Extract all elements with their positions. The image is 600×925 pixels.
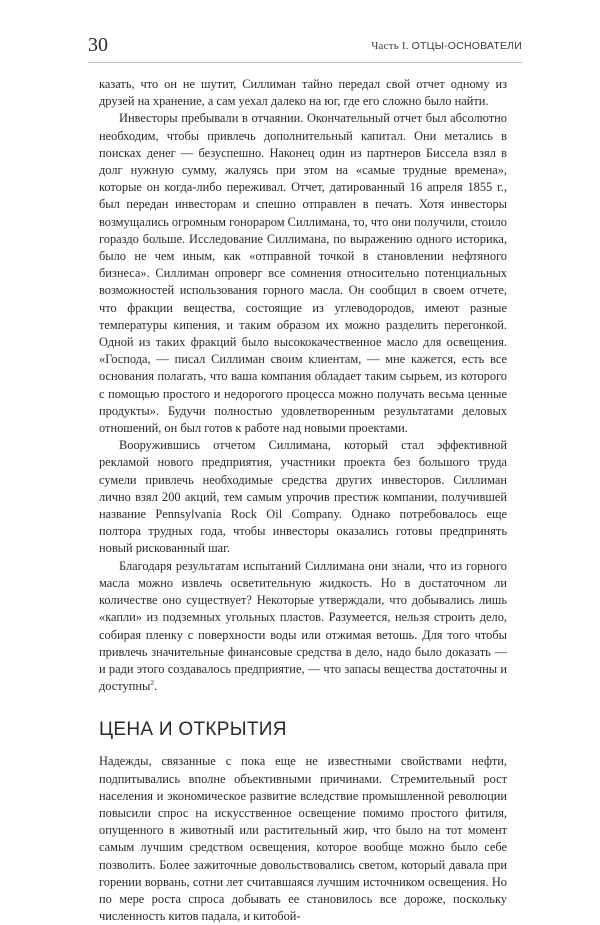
part-label: Часть I. xyxy=(371,40,409,52)
paragraph-5: Надежды, связанные с пока еще не известными свойствами нефти, подпитывались вполне объективными причинами. Стремительный рост населения и экономическое развитие вследствие промышленной революции повысили спрос на искусственное освещение помимо простого фитиля, опущенного в животный или растительный жир, что было на тот момент самым лучшим средством освещения, которое вообще можно было себе позволить. Более зажиточные довольствовались светом, который давала при горении ворвань, сотни лет считавшаяся лучшим источником освещения. Но по мере роста спроса добывать ее становилось все дороже, поскольку численность китов падала, и китобой- xyxy=(99,754,507,924)
paragraph-1: казать, что он не шутит, Силлиман тайно передал свой отчет одному из друзей на хранение, а сам уехал далеко на юг, где его сложно было найти. xyxy=(99,77,507,109)
page-number: 30 xyxy=(88,34,108,56)
footnote-marker: 2 xyxy=(150,677,155,687)
header-rule xyxy=(88,62,522,63)
part-title: ОТЦЫ-ОСНОВАТЕЛИ xyxy=(411,40,522,52)
paragraph-4 xyxy=(99,558,507,696)
paragraph-2: Инвесторы пребывали в отчаянии. Окончательный отчет был абсолютно необходим, чтобы привлечь дополнительный капитал. Они метались в поисках денег — безуспешно. Наконец один из партнеров Биссела взял в долг нужную сумму, жалуясь при этом на «самые трудные времена», которые он когда-либо переживал. Отчет, датированный 16 апреля 1855 г., был передан инвесторам и спешно отправлен в печать. Хотя инвесторы возмущались огромным гонораром Силлимана, то, что они получили, стоило гораздо больше. Исследование Силлимана, по выражению одного историка, было не чем иным, как «отправной точкой в становлении нефтяного бизнеса». Силлиман опроверг все сомнения относительно потенциальных возможностей использования горного масла. Он сообщил в своем отчете, что фракции вещества, состоящие из углеводородов, имеют разные температуры кипения, и таким образом их можно разделить перегонкой. Одной из таких фракций было высококачественное масло для освещения. «Господа, — писал Силлиман своим клиентам, — мне кажется, есть все основания полагать, что ваша компания обладает таким сырьем, из которого с помощью простого и недорогого процесса можно получать весьма ценные продукты». Будучи полностью удовлетворенным результатами деловых отношений, он был готов к работе над новыми проектами. xyxy=(99,111,507,436)
running-head xyxy=(371,40,522,52)
paragraph-4-end: . xyxy=(154,679,158,694)
page-header xyxy=(88,34,522,58)
paragraph-3: Вооружившись отчетом Силлимана, который стал эффективной рекламой нового предприятия, участники проекта без большого труда сумели привлечь необходимые средства других инвесторов. Силлиман лично взял 200 акций, тем самым упрочив престиж компании, получившей название Pennsylvania Rock Oil Company. Однако потребовалось еще полтора трудных года, чтобы инвесторы оказались готовы предпринять новый рискованный шаг. xyxy=(99,438,507,556)
page-body xyxy=(99,76,507,925)
section-title: ЦЕНА И ОТКРЫТИЯ xyxy=(99,719,287,741)
paragraph-4-text: Благодаря результатам испытаний Силлимана они знали, что из горного масла можно извлечь осветительную жидкость. Но в достаточном ли количестве оно существует? Некоторые утверждали, что добывались лишь «капли» из подземных угольных пластов. Разумеется, нельзя строить дело, собирая пленку с поверхности воды или отжимая ветошь. Для того чтобы привлечь значительные финансовые средства в дело, надо было доказать — и ради этого создавалось предприятие, — что запасы вещества достаточны и доступны xyxy=(99,558,507,694)
